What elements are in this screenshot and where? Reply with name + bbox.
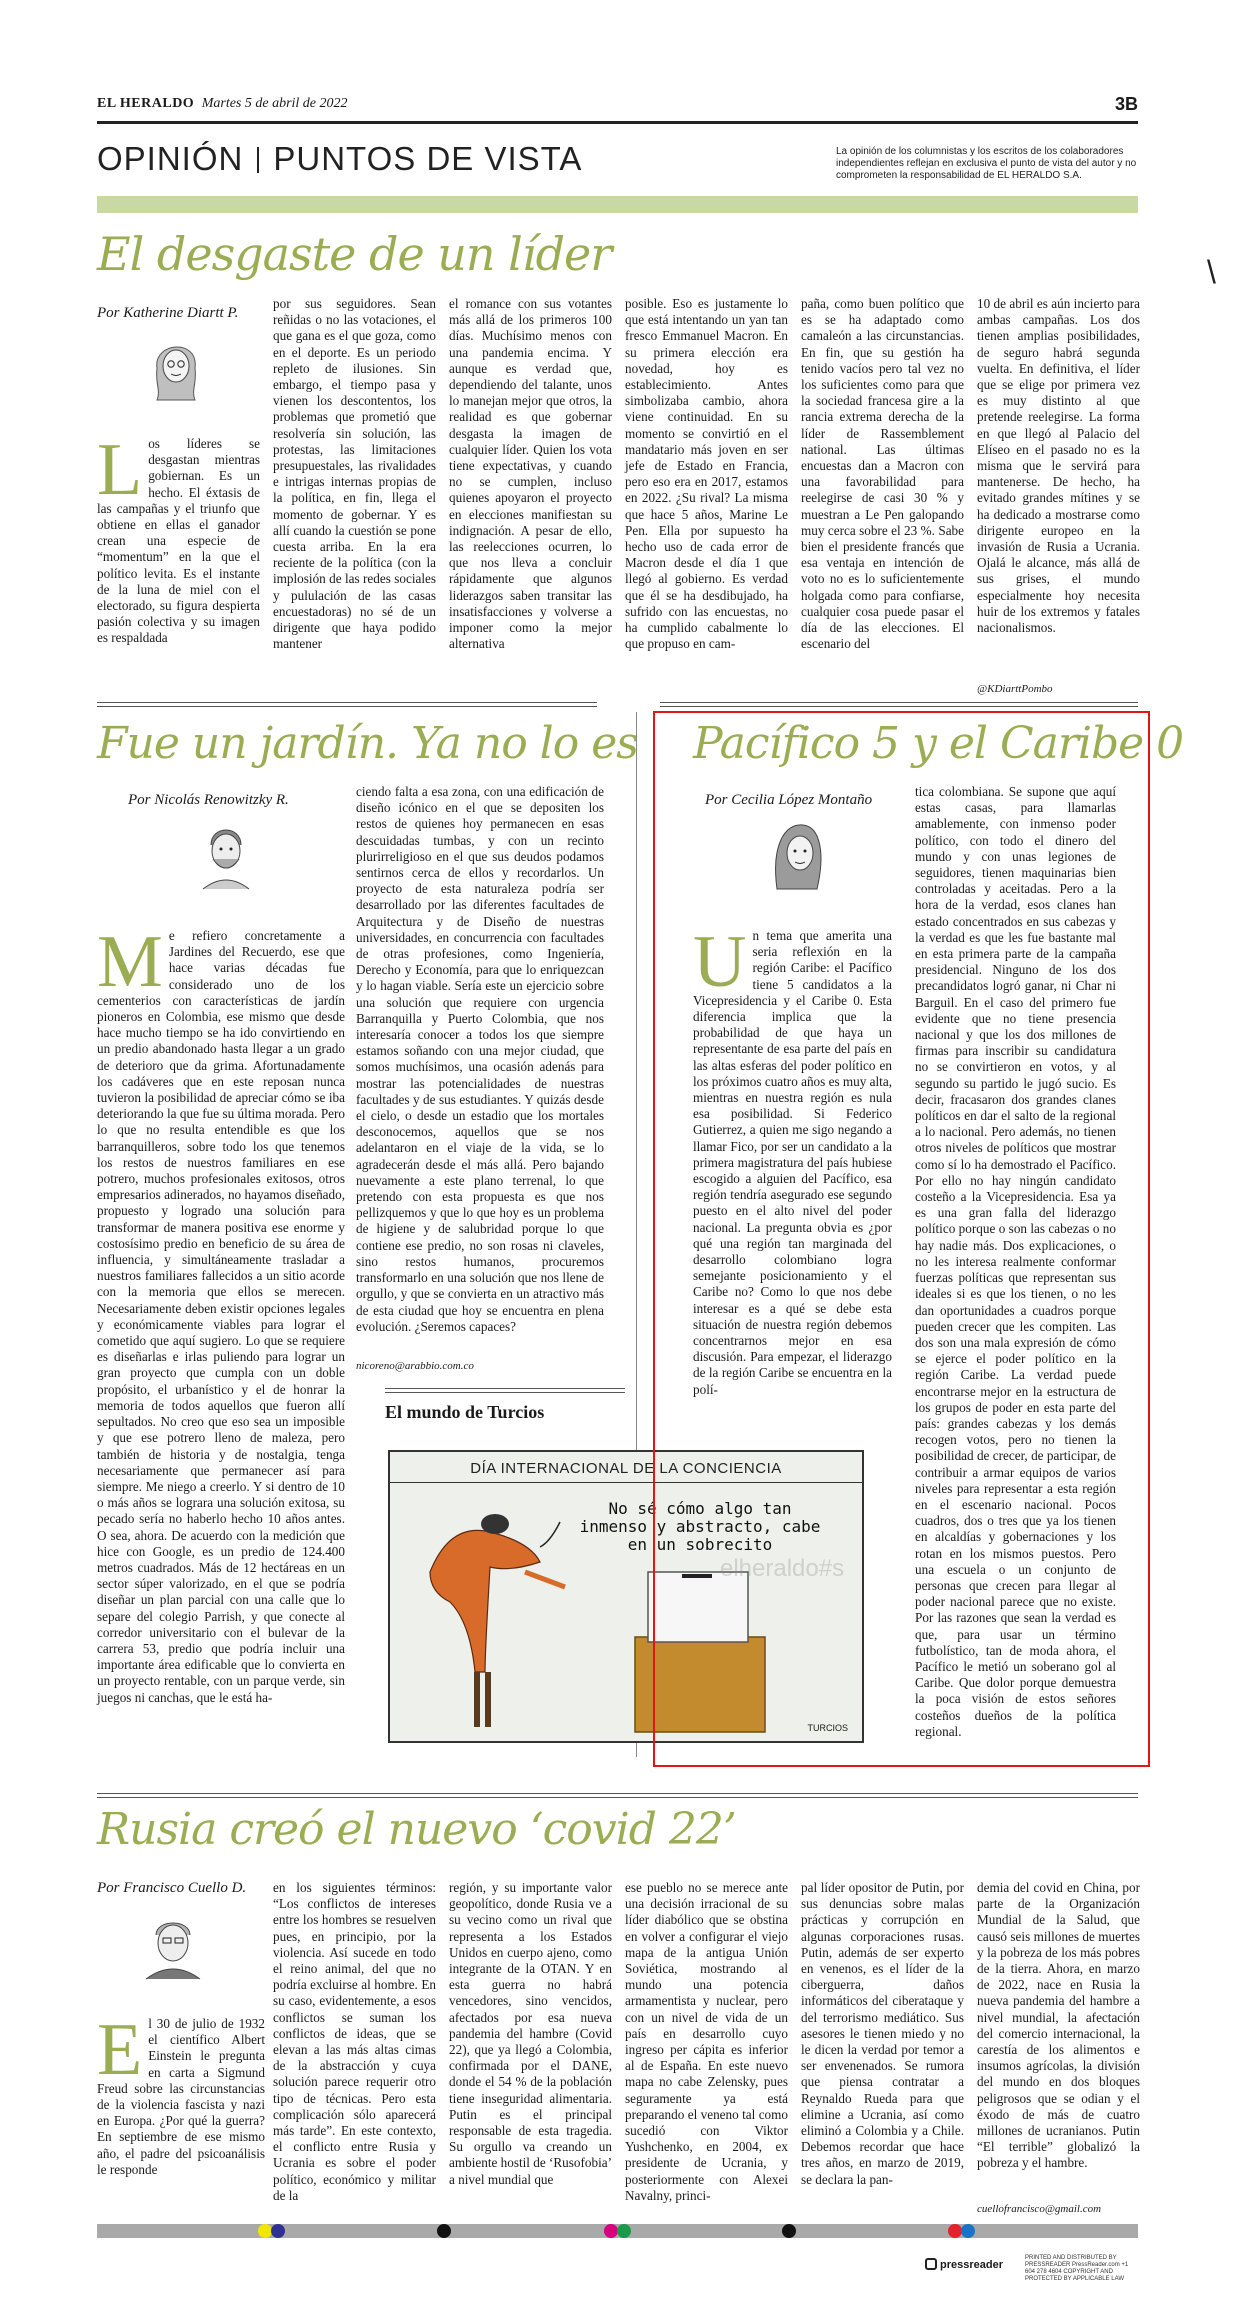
article4-drop-cap: E bbox=[97, 2009, 143, 2091]
article4-column-1 bbox=[97, 2009, 265, 2216]
pressreader-icon bbox=[925, 2258, 937, 2270]
issue-date: Martes 5 de abril de 2022 bbox=[201, 96, 348, 111]
registration-dot-green bbox=[617, 2224, 631, 2238]
section-heading bbox=[97, 140, 582, 178]
green-band bbox=[97, 196, 1138, 213]
article2-signature: nicoreno@arabbio.com.co bbox=[356, 1360, 474, 1372]
article3-column-2: tica colombiana. Se supone que aquí estas casas, para llamarlas amablemente, con inmenso poder político, con todo el dinero del mundo y con unas legiones de seguidores, tienen maquinarias bien controladas y aceitadas. Pero a la hora de la verdad, esos clanes han estado concentrados en sus cabezas y la verdad es que les fue bastante mal en esta primera parte de la campaña presidencial. Ninguno de los dos precandidatos logró ganar, ni Char ni Barguil. En el caso del primero fue evidente que no tiene presencia nacional y que los dos millones de firmas para inscribir su candidatura no se convirtieron en votos, y al segundo su partido le jugó sucio. Es decir, fracasaron dos grandes clanes políticos en dar el salto de la regional a lo nacional. Pero además, no tienen otros niveles de políticos que mostrar como sí lo ha demostrado el Pacífico. Por ello no hay ningún candidato costeño a la Vicepresidencia. Esa ya es una gran falla del liderazgo político porque o son las cabezas o no hay nadie más. Dos explicaciones, o no les interesa realmente conformar fuerzas políticas que representan sus ideales si es que los tienen, o no les dan oportunidades a cuadros porque pueden crecer que les compiten. Las dos son una mala expresión de cómo se ejerce el poder político en la región Caribe. La verdad puede encontrarse mejor en la estructura de los grupos de poder en esta parte del país: grandes cabezas y los demás recogen votos, pero no tienen la posibilidad de crecer, de participar, de contribuir a armar equipos de varios niveles para representar a esta región en el escenario nacional. Pocos cuadros, dos o tres que ya los tienen en alcaldías y gobernaciones y los rotan en los mismos puestos. Pero una escuela o un conjunto de personas que crecen para llegar al poder nacional parece que no existe. Por las razones que sean la verdad es que, para usar un término futbolístico, tan de moda ahora, el Pacífico le metió un soberano gol al Caribe. Que dolor porque demuestra la poca visión de estos señores costeños dueños de la política regional. bbox=[915, 784, 1116, 1739]
article4-text-1: l 30 de julio de 1932 el científico Albert Einstein le pregunta en carta a Sigmund Freud sobre las circunstancias de la violencia fascista y nazi en Europa. ¿Por qué la guerra? En septiembre de ese mismo año, el padre del psicoanálisis le responde bbox=[97, 2016, 265, 2177]
article3-title: Pacífico 5 y el Caribe 0 bbox=[693, 718, 1184, 769]
article3-text-1: n tema que amerita una seria reflexión en la región Caribe: el Pacífico tiene 5 candidatos a la Vicepresidencia y el Caribe 0. Esta diferencia implica que la probabilidad de que haya un representante de esa parte del país en las altas esferas del poder político en los próximos cuatro años es muy alta, mientras en nuestra región es nula esa posibilidad. Si Federico Gutierrez, a quien me sigo negando a llamar Fico, por ser un candidato a la primera magistratura del país hubiese escogido a alguien del Pacífico, esa región tendría asegurado ese segundo puesto en el alto nivel del poder nacional. La pregunta obvia es ¿por qué una región tan marginada del desarrollo colombiano logra semejante posicionamiento y el Caribe no? Como lo que nos debe interesar es a qué se debe esta situación de nuestra región debemos concentrarnos mejor en esa discusión. Para empezar, el liderazgo de la región Caribe se encuentra en la polí- bbox=[693, 928, 892, 1397]
article2-byline: Por Nicolás Renowitzky R. bbox=[128, 792, 289, 808]
editorial-disclaimer: La opinión de los columnistas y los escritos de los colaboradores independientes reflejan en exclusiva el punto de vista del autor y no comprometen la responsabilidad de EL HERALDO S.A. bbox=[836, 146, 1137, 181]
article4-column-5: pal líder opositor de Putin, por sus denuncias sobre malas prácticas y corrupción en algunas corporaciones rusas. Putin, además de ser experto en venenos, es el líder de la ciberguerra, daños informáticos del ciberataque y del terrorismo mediático. Sus asesores le tienen miedo y no le dicen la verdad por temor a ser envenenados. Se rumora que piensa contratar a Reynaldo Rueda para que elimine a Ucrania, así como eliminó a Colombia y a Chile. Debemos recordar que hace tres años, en marzo de 2019, se declara la pan- bbox=[801, 1880, 964, 2187]
author-portrait-francisco bbox=[140, 1905, 206, 1979]
article1-text-1: os líderes se desgastan mientras gobiernan. Es un hecho. El éxtasis de las campañas y el triunfo que obtiene en ellas el ganador crean una especie de “momentum” en la que el político levita. Es el instante de la luna de miel con el electorado, su figura despierta pasión colectiva y su imagen es respaldada bbox=[97, 436, 260, 646]
registration-dot-yellow bbox=[258, 2224, 272, 2238]
article1-column-1 bbox=[97, 429, 260, 716]
author-portrait-katherine bbox=[143, 328, 209, 402]
cartoon-heading: El mundo de Turcios bbox=[385, 1402, 545, 1422]
article1-column-2: por sus seguidores. Sean reñidas o no las votaciones, el que gana es el que goza, como en el deporte. Es un periodo repleto de ilusiones. Sin embargo, el tiempo pasa y vienen los descontentos, los problemas que prometió que resolvería sin solución, las protestas, las limitaciones presupuestales, las rivalidades e intrigas internas propias de la política, en fin, llega el momento de gobernar. Y es allí cuando la cuestión se pone cuesta arriba. En la era reciente de la política (con la implosión de las redes sociales y pululación de las casas encuestadoras) no sé de un dirigente que haya podido mantener bbox=[273, 296, 436, 652]
edge-mark: \ bbox=[1207, 254, 1216, 290]
pressreader-logo[interactable] bbox=[925, 2258, 1003, 2271]
registration-dot-magenta bbox=[604, 2224, 618, 2238]
article1-column-6: 10 de abril es aún incierto para ambas campañas. Los dos tienen amplias posibilidades, de seguro habrá segunda vuelta. En definitiva, el líder que se elige por primera vez es muy distinto al que pretende reelegirse. La forma en que llegó al Palacio del Elíseo en el pasado no es la misma que le servirá para mantenerse. De hecho, ha evitado grandes mítines y se ha dedicado a mostrarse como dirigente europeo en la invasión de Rusia a Ucrania. Ojalá le alcance, más allá de sus grises, el mundo especialmente hoy necesita huir de los extremos y fatales nacionalismos. bbox=[977, 296, 1140, 636]
article1-column-3: el romance con sus votantes más allá de los primeros 100 días. Muchísimo menos con una pandemia encima. Y aunque es verdad que, dependiendo del talante, unos lo manejan mejor que otros, la realidad es que gobernar desgasta la imagen de cualquier líder. Quien los vota tiene expectativas, y cuando no se cumplen, incluso quienes apoyaron el proyecto en elecciones manifiestan su indignación. A pesar de ello, las reelecciones ocurren, lo que nos lleva a concluir rápidamente que algunos liderazgos saben transitar las insatisfacciones y volverse a imponer como la mejor alternativa bbox=[449, 296, 612, 652]
article4-column-4: ese pueblo no se merece ante una decisión irracional de su líder diabólico que se obstina en volver a configurar el viejo mapa de la antigua Unión Soviética, mostrando al mundo una potencia armamentista y nuclear, pero con un nivel de vida de un país en desarrollo cuyo ingreso per cápita es inferior al de España. En este nuevo mapa no cabe Zelensky, pues seguramente ya está preparando el veneno tal como sucedió con Viktor Yushchenko, en 2004, ex presidente de Ucrania, y posteriormente con Alexei Navalny, princi- bbox=[625, 1880, 788, 2203]
article4-column-3: región, y su importante valor geopolítico, donde Rusia ve a su vecino como un rival que representa a los Estados Unidos en cuerpo ajeno, como integrante de la OTAN. Y en esta guerra no habrá vencedores, sino vencidos, afectados por esa nueva pandemia del hambre (Covid 22), que ya llegó a Colombia, confirmada por el DANE, donde el 54 % de la población tiene inseguridad alimentaria. Putin es el principal responsable de esta tragedia. Su orgullo va creando un ambiente hostil de ‘Rusofobia’ a nivel mundial que bbox=[449, 1880, 612, 2187]
article4-column-2: en los siguientes términos: “Los conflictos de intereses entre los hombres se resuelven pues, en principio, por la violencia. Así sucede en todo el reino animal, del que no podría excluirse al hombre. En su caso, evidentemente, a esos conflictos se suman los conflictos de ideas, que se elevan a las más altas cimas de la abstracción y cuya solución parece requerir otro tipo de técnicas. Pero esta complicación sólo aparecerá más tarde”. En este contexto, el conflicto entre Rusia y Ucrania es sobre el poder político, económico y militar de la bbox=[273, 1880, 436, 2203]
masthead bbox=[97, 96, 348, 112]
registration-dot-blue bbox=[271, 2224, 285, 2238]
article2-column-2: ciendo falta a esa zona, con una edificación de diseño icónico en el que se depositen los restos de quienes hoy permanecen en esas descuidadas tumbas, y con un recinto plurirreligioso en el que sus deudos podamos sentirnos cerca de ellos y recordarlos. Un proyecto de esta naturaleza podría ser desarrollado por las diferentes facultades de Arquitectura y de Diseño de nuestras universidades, en concurrencia con facultades de otras profesiones, como Ingeniería, Derecho y Economía, para que lo enriquezcan y lo hagan viable. Sería este un ejercicio sobre una solución que requiere con urgencia Barranquilla y Puerto Colombia, que nos interesaría conocer a todos los que siempre estamos soñando con una mejor ciudad, que somos muchísimos, una ocasión adenás para mostrar las potencialidades de nuestras facultades y de sus estudiantes. Y quizás desde el cielo, o desde un estadio que los mortales desconocemos, aquellos que se nos adelantaron en el viaje de la vida, se lo agradecerán desde el más allá. Pero bajando nuevamente a este plano terrenal, lo que pretendo con esta propuesta es que nos pellizquemos y que lo que hoy es un problema de higiene y de salubridad porque lo que contiene ese predio, no son rosas ni claveles, sino restos humanos, procuremos transformarlo en una solución que nos llene de orgullo, y que se convierta en un atractivo más de esta ciudad que hoy se encuentra en plena evolución. ¿Seremos capaces? bbox=[356, 784, 604, 1334]
pressreader-label: pressreader bbox=[940, 2259, 1003, 2271]
registration-dot-black bbox=[437, 2224, 451, 2238]
registration-dot-black-2 bbox=[782, 2224, 796, 2238]
author-portrait-nicolas bbox=[193, 815, 259, 889]
article1-column-4: posible. Eso es justamente lo que está intentando un yan tan fresco Emmanuel Macron. En su primera elección era novedad, hoy es establecimiento. Antes simbolizaba cambio, ahora viene continuidad. En su momento se convirtió en el mandatario más joven en ser jefe de Estado en Francia, pero eso era en 2017, estamos en 2022. ¿Su rival? La misma que hace 5 años, Marine Le Pen. Ella por supuesto ha hecho uso de cada error de Macron desde el día 1 que llegó al gobierno. Es verdad que él se ha desdibujado, ha sufrido con las encuestas, no ha cumplido cabalmente lo que propuso en cam- bbox=[625, 296, 788, 652]
speech-bubble: No sé cómo algo tan inmenso y abstracto, cabe en un sobrecito bbox=[579, 1499, 821, 1554]
rule-left-mid bbox=[97, 702, 597, 707]
subsection-name: PUNTOS DE VISTA bbox=[273, 140, 583, 177]
article4-column-6: demia del covid en China, por parte de la Organización Mundial de la Salud, que causó seis millones de muertes y la pobreza de los más pobres de la tierra. Ahora, en marzo de 2022, nace en Rusia la nueva pandemia del hambre a nivel mundial, la afectación del comercio internacional, la carestía de los alimentos e insumos agrícolas, la división del mundo en dos bloques peligrosos que se odian y el éxodo de más de cuatro millones de ucranianos. Putin “El terrible” globalizó la pobreza y el hambre. bbox=[977, 1880, 1140, 2171]
author-portrait-cecilia bbox=[765, 815, 831, 889]
article2-column-1 bbox=[97, 921, 345, 1740]
article4-title: Rusia creó el nuevo ‘covid 22’ bbox=[97, 1804, 736, 1855]
article1-column-5: paña, como buen político que es se ha adaptado como camaleón a las circunstancias. En fin, que su gestión ha tenido vacíos pero tal vez no los suficientes como para que la sociedad francesa gire a la rancia extrema derecha de la líder de Rassemblement national. Las últimas encuestas dan a Macron con una favorabilidad para reelegirse de casi 30 % y muestran a Le Pen galopando muy cerca sobre el 23 %. Sabe bien el presidente francés que esa ventaja en intención de voto no es lo suficientemente holgada como para confiarse, cualquier cosa puede pasar el día de las elecciones. El escenario del bbox=[801, 296, 964, 652]
registration-dot-red bbox=[948, 2224, 962, 2238]
article2-text-1: e refiero concretamente a Jardines del Recuerdo, ese que hace varias décadas fue considerado uno de los cementerios con características de jardín pioneros en Colombia, ese mismo que desde hace mucho tiempo se ha ido convirtiendo en un predio abandonado hasta llegar a un grado de deterioro que da grima. Afortunadamente los cadáveres que en este reposan nunca tuvieron la posibilidad de apreciar cómo se iba deteriorando la que fue su última morada. Pero lo que no resulta entendible es que los barranquilleros, sobre todo los que tenemos los restos de nuestros familiares en ese potrero, muchos profesionales exitosos, otros empresarios adinerados, no hayamos diseñado, propuesto y logrado una solución para transformar de manera positiva ese enorme y costosísimo predio en beneficio de su área de influencia, y simultáneamente trasladar a nuestros familiares fallecidos a un sitio acorde con la memoria que ellos se merecen. Necesariamente deben existir opciones legales y económicamente viables para lograr el cometido que aquí sugiero. Lo que se requiere es diseñarlas e irlas puliendo para lograr un gran proyecto que cumpla con un doble propósito, el urbanístico y el de honrar la memoria de todos aquellos que fueron allí sepultados. No creo que eso sea un imposible y que ese potrero lleno de maleza, pero también de historia y de nostalgia, tenga necesariamente que permanecer así para siempre. Me niego a creerlo. Y si dentro de 10 o más años se lograra una solución exitosa, su pecado sería no haberlo hecho 10 años antes. O sea, ahora. De acuerdo con la medición que hice con Google, es un predio de 124.400 metros cuadrados. Más de 12 hectáreas en un sector súper valorizado, en el que se podría diseñar un plan parcial con una calle que lo separe del colegio Parrish, y que conecte al corredor universitario con el bulevar de la carrera 53, predio que podría incluir una importante área edificable que lo convierta en un proyecto rentable, con un parque verde, sin juegos ni canchas, que le está ha- bbox=[97, 928, 345, 1705]
article3-byline: Por Cecilia López Montaño bbox=[705, 792, 873, 808]
page-number: 3B bbox=[1114, 94, 1138, 114]
article4-signature: cuellofrancisco@gmail.com bbox=[977, 2203, 1102, 2215]
article1-drop-cap: L bbox=[97, 429, 143, 511]
rule-right-mid bbox=[660, 702, 1138, 707]
section-divider bbox=[257, 147, 259, 173]
article1-signature: @KDiarttPombo bbox=[977, 683, 1053, 695]
article4-byline: Por Francisco Cuello D. bbox=[97, 1880, 247, 1896]
cartoon-signature: TURCIOS bbox=[807, 1723, 848, 1733]
rule-bottom-article bbox=[97, 1793, 1138, 1798]
article3-drop-cap: U bbox=[693, 921, 747, 1003]
header-rule bbox=[97, 121, 1138, 124]
cartoon-caption: DÍA INTERNACIONAL DE LA CONCIENCIA bbox=[470, 1460, 782, 1477]
article1-byline: Por Katherine Diartt P. bbox=[97, 305, 239, 321]
article2-title: Fue un jardín. Ya no lo es bbox=[97, 718, 638, 769]
article2-drop-cap: M bbox=[97, 921, 163, 1003]
article3-column-1 bbox=[693, 921, 892, 1397]
pressreader-fine-print: PRINTED AND DISTRIBUTED BY PRESSREADER PressReader.com +1 604 278 4604 COPYRIGHT AND PROTECTED BY APPLICABLE LAW bbox=[1025, 2255, 1129, 2282]
section-name: OPINIÓN bbox=[97, 140, 244, 177]
watermark: elheraldo#s bbox=[720, 1555, 845, 1582]
cartoon-rule bbox=[385, 1388, 625, 1393]
newspaper-name: EL HERALDO bbox=[97, 96, 195, 111]
article1-title: El desgaste de un líder bbox=[97, 227, 612, 281]
registration-dot-cyan bbox=[961, 2224, 975, 2238]
